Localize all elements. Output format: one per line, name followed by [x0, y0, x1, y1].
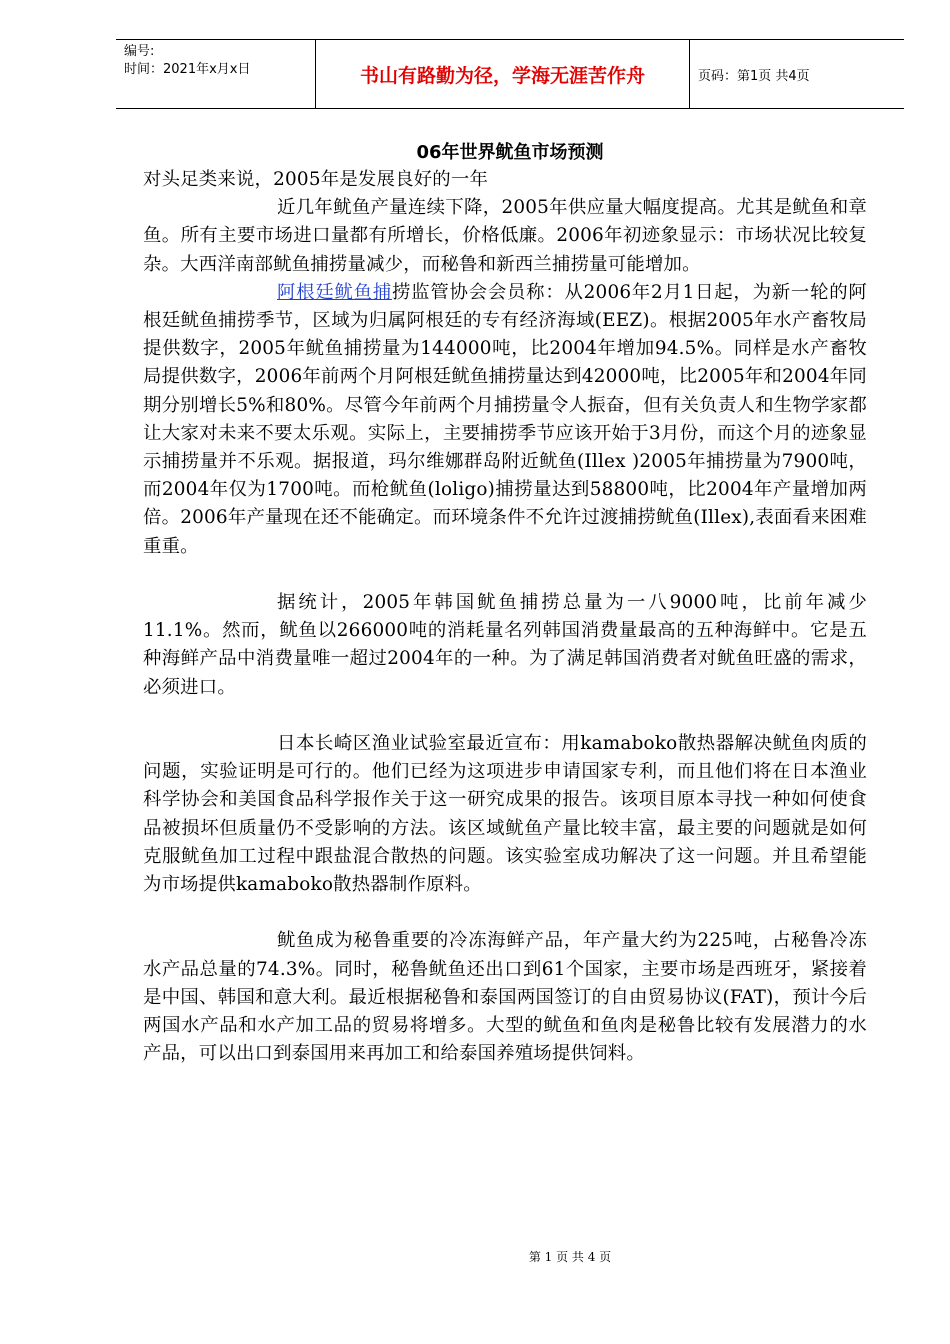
- paragraph-spacer: [143, 702, 867, 730]
- paragraph-5: 鱿鱼成为秘鲁重要的冷冻海鲜产品，年产量大约为225吨，占秘鲁冷冻水产品总量的74.3%。同时，秘鲁鱿鱼还出口到61个国家，主要市场是西班牙，紧接着是中国、韩国和意大利。最近根据秘鲁和泰国两国签订的自由贸易协议(FAT)，预计今后两国水产品和水产加工品的贸易将增多。大型的鱿鱼和鱼肉是秘鲁比较有发展潜力的水产品，可以出口到泰国用来再加工和给泰国养殖场提供饲料。: [143, 930, 867, 1065]
- header-table: [116, 39, 904, 109]
- page-info-text: 页码：第1页 共4页: [698, 68, 810, 84]
- header-meta-cell: [116, 40, 316, 108]
- paragraph-4: 日本长崎区渔业试验室最近宣布：用kamaboko散热器解决鱿鱼肉质的问题，实验证明是可行的。他们已经为这项进步申请国家专利，而且他们将在日本渔业科学协会和美国食品科学报作关于这一研究成果的报告。该项目原本寻找一种如何使食品被损坏但质量仍不受影响的方法。该区域鱿鱼产量比较丰富，最主要的问题就是如何克服鱿鱼加工过程中跟盐混合散热的问题。该实验室成功解决了这一问题。并且希望能为市场提供kamaboko散热器制作原料。: [143, 733, 867, 896]
- paragraph-intro: 对头足类来说，2005年是发展良好的一年: [143, 169, 489, 190]
- paragraph-2-text: 捞监管协会会员称：从2006年2月1日起，为新一轮的阿根廷鱿鱼捕捞季节，区域为归属阿根廷的专有经济海域(EEZ)。根据2005年水产畜牧局提供数字，2005年鱿鱼捕捞量为144000吨，比2004年增加94.5%。同样是水产畜牧局提供数字，2006年前两个月阿根廷鱿鱼捕捞量达到42000吨，比2005年和2004年同期分别增长5%和80%。尽管今年前两个月捕捞量令人振奋，但有关负责人和生物学家都让大家对未来不要太乐观。实际上，主要捕捞季节应该开始于3月份，而这个月的迹象显示捕捞量并不乐观。据报道，玛尔维娜群岛附近鱿鱼(Illex )2005年捕捞量为7900吨，而2004年仅为1700吨。而枪鱿鱼(loligo)捕捞量达到58800吨，比2004年产量增加两倍。2006年产量现在还不能确定。而环境条件不允许过渡捕捞鱿鱼(Illex),表面看来困难重重。: [143, 281, 868, 557]
- motto-text: 书山有路勤为径，学海无涯苦作舟: [359, 64, 645, 87]
- paragraph-spacer: [143, 561, 867, 589]
- paragraph-3: 据统计，2005年韩国鱿鱼捕捞总量为一八9000吨，比前年减少11.1%。然而，鱿鱼以266000吨的消耗量名列韩国消费量最高的五种海鲜中。它是五种海鲜产品中消费量唯一超过2004年的一种。为了满足韩国消费者对鱿鱼旺盛的需求，必须进口。: [143, 592, 867, 698]
- paragraph-1: 近几年鱿鱼产量连续下降，2005年供应量大幅度提高。尤其是鱿鱼和章鱼。所有主要市场进口量都有所增长，价格低廉。2006年初迹象显示：市场状况比较复杂。大西洋南部鱿鱼捕捞量减少，而秘鲁和新西兰捕捞量可能增加。: [143, 197, 867, 275]
- page-footer: 第 1 页 共 4 页: [528, 1250, 612, 1264]
- paragraph-spacer: [143, 899, 867, 927]
- paragraph-2: [143, 279, 867, 561]
- page-info-cell: [690, 40, 904, 108]
- time-label: 时间：2021年x月x日: [124, 62, 251, 77]
- number-label: 编号:: [124, 44, 155, 59]
- motto-cell: [316, 40, 690, 108]
- document-body: [143, 166, 867, 1068]
- document-title: 06年世界鱿鱼市场预测: [416, 142, 604, 163]
- argentina-squid-link[interactable]: 阿根廷鱿鱼捕: [277, 281, 392, 303]
